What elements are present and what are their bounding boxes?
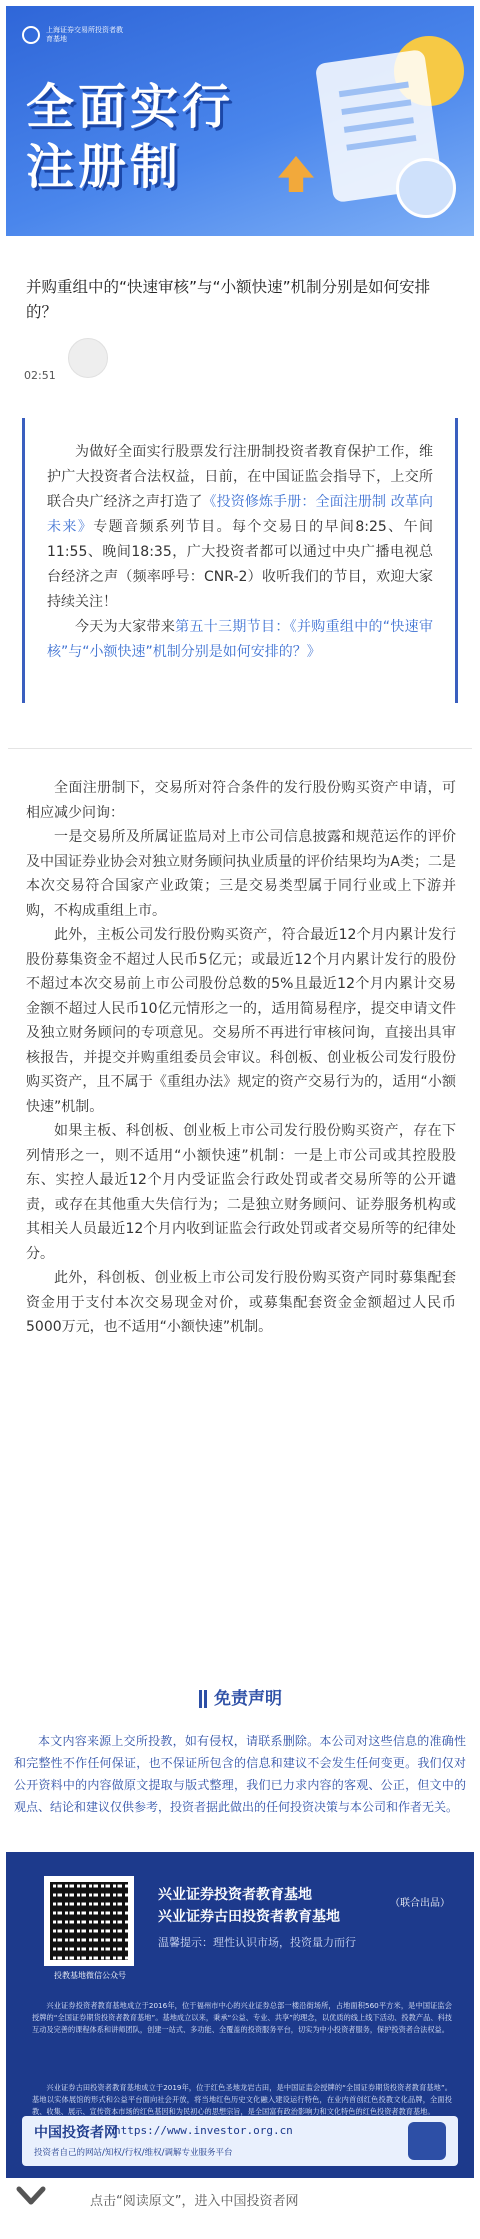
arrow-up-icon xyxy=(278,156,314,192)
promo-card xyxy=(6,1852,474,2082)
promo-description-2: 兴业证券古田投资者教育基地成立于2019年，位于红色圣地龙岩古田，是中国证监会授牌的“全国证券期货投资者教育基地”。基地以实体展馆的形式和公益平台面向社会开放，将当地红色历史文化融入建设运行特色，在业内首创红色投教文化品牌，全面投教、收集、展示、宣传资本市场的红色基因和为民初心的思想宗旨，是全国富有政治影响力和文化特色的红色投资者教育基地。 xyxy=(32,2083,452,2116)
article-body xyxy=(26,776,456,1340)
heading-bar-icon xyxy=(204,1690,207,1708)
site-name: 中国投资者网 xyxy=(34,2125,118,2141)
disclaimer-title: 免责声明 xyxy=(213,1689,282,1709)
promo-name-2: 兴业证券古田投资者教育基地 xyxy=(158,1909,340,1925)
chevron-down-icon xyxy=(16,2184,46,2208)
body-paragraph: 如果主板、科创板、创业板上市公司发行股份购买资产，存在下列情形之一，则不适用“小额快速”机制：一是上市公司或其控股股东、实控人最近12个月内受证监会行政处罚或者交易所等的公开谴责，或存在其他重大失信行为；二是独立财务顾问、证券服务机构或其相关人员最近12个月内收到证监会行政处罚或者交易所等的纪律处分。 xyxy=(26,1123,456,1262)
intro-box xyxy=(22,418,458,703)
site-subtitle: 投资者自己的网站/知权/行权/维权/调解专业服务平台 xyxy=(34,2148,233,2158)
site-logo-icon xyxy=(408,2122,446,2160)
qr-code-icon xyxy=(50,1882,128,1960)
promo-tip: 温馨提示：理性认识市场，投资量力而行 xyxy=(158,1936,356,1949)
intro-text: 今天为大家带来 xyxy=(75,619,176,635)
intro-paragraph-2 xyxy=(47,615,433,665)
promo-name-1: 兴业证券投资者教育基地 xyxy=(158,1887,312,1903)
globe-icon xyxy=(396,158,456,218)
header-banner xyxy=(6,6,474,236)
audio-play-button[interactable] xyxy=(68,338,108,378)
logo xyxy=(22,26,126,44)
article-title: 并购重组中的“快速审核”与“小额快速”机制分别是如何安排的？ xyxy=(26,278,431,321)
promo-description-1: 兴业证券投资者教育基地成立于2016年，位于福州市中心的兴业证券总部一楼沿街场所，占地面积560平方米，是中国证监会授牌的“全国证券期货投资者教育基地”。基地成立以来，秉承“公益、专业、共享”的理念，以优质的线上线下活动、投教产品、科技互动及完善的课程体系和讲师团队，创建一站式、多功能、全覆盖的投资服务平台，切实为中小投资者服务，保护投资者合法权益。 xyxy=(32,2001,452,2034)
intro-text: 为做好全面实行股票发行注册制投资者教育保护工作，维护广大投资者合法权益，日前，在中国证监会指导下，上交所联合央广经济之声打造了 xyxy=(47,444,433,510)
banner-title-line1: 全面实行 xyxy=(26,79,235,135)
site-url: https://www.investor.org.cn xyxy=(114,2124,293,2137)
qr-code xyxy=(44,1876,134,1966)
heading-bar-icon xyxy=(199,1690,202,1708)
intro-paragraph-1 xyxy=(47,440,433,615)
read-more-link[interactable]: 点击“阅读原文”，进入中国投资者网 xyxy=(90,2194,299,2209)
logo-text: 上海证券交易所投资者教育基地 xyxy=(46,26,123,43)
disclaimer-heading xyxy=(0,1684,480,1709)
promo-joint: （联合出品） xyxy=(390,1898,450,1909)
disclaimer-text xyxy=(14,1730,466,1818)
banner-title-line2: 注册制 xyxy=(26,139,183,195)
series-link[interactable]: 《投资修炼手册：全面注册制 改革向未来》 xyxy=(47,494,434,535)
investor-site-banner[interactable] xyxy=(22,2116,458,2166)
disclaimer-paragraph: 本文内容来源上交所投教，如有侵权，请联系删除。本公司对这些信息的准确性和完整性不作任何保证，也不保证所包含的信息和建议不会发生任何变更。我们仅对公开资料中的内容做原文提取与版式整理，我们已力求内容的客观、公正，但文中的观点、结论和建议仅供参考，投资者据此做出的任何投资决策与本公司和作者无关。 xyxy=(14,1734,466,1814)
episode-link[interactable]: 第五十三期节目：《并购重组中的“快速审核”与“小额快速”机制分别是如何安排的？》 xyxy=(47,619,433,660)
sse-logo-icon xyxy=(22,26,40,44)
qr-label: 投教基地微信公众号 xyxy=(54,1971,126,1980)
body-paragraph: 全面注册制下，交易所对符合条件的发行股份购买资产申请，可相应减少问询： xyxy=(26,780,456,821)
intro-text: 专题音频系列节目。每个交易日的早间8:25、午间11:55、晚间18:35，广大投资者都可以通过中央广播电视总台经济之声（频率呼号：CNR-2）收听我们的节目，欢迎大家持续关注！ xyxy=(47,519,434,610)
audio-duration: 02:51 xyxy=(24,369,56,382)
body-paragraph: 此外，科创板、创业板上市公司发行股份购买资产同时募集配套资金用于支付本次交易现金对价，或募集配套资金金额超过人民币5000万元，也不适用“小额快速”机制。 xyxy=(26,1270,456,1335)
body-paragraph: 一是交易所及所属证监局对上市公司信息披露和规范运作的评价及中国证券业协会对独立财务顾问执业质量的评价结果均为A类；二是本次交易符合国家产业政策；三是交易类型属于同行业或上下游并购，不构成重组上市。 xyxy=(26,829,456,919)
divider xyxy=(8,748,472,749)
body-paragraph: 此外，主板公司发行股份购买资产，符合最近12个月内累计发行股份募集资金不超过人民币5亿元；或最近12个月内累计发行的股份不超过本次交易前上市公司股份总数的5%且最近12个月内累计交易金额不超过人民币10亿元情形之一的，适用简易程序，提交申请文件及独立财务顾问的专项意见。交易所不再进行审核问询，直接出具审核报告，并提交并购重组委员会审议。科创板、创业板公司发行股份购买资产，且不属于《重组办法》规定的资产交易行为的，适用“小额快速”机制。 xyxy=(26,927,456,1115)
